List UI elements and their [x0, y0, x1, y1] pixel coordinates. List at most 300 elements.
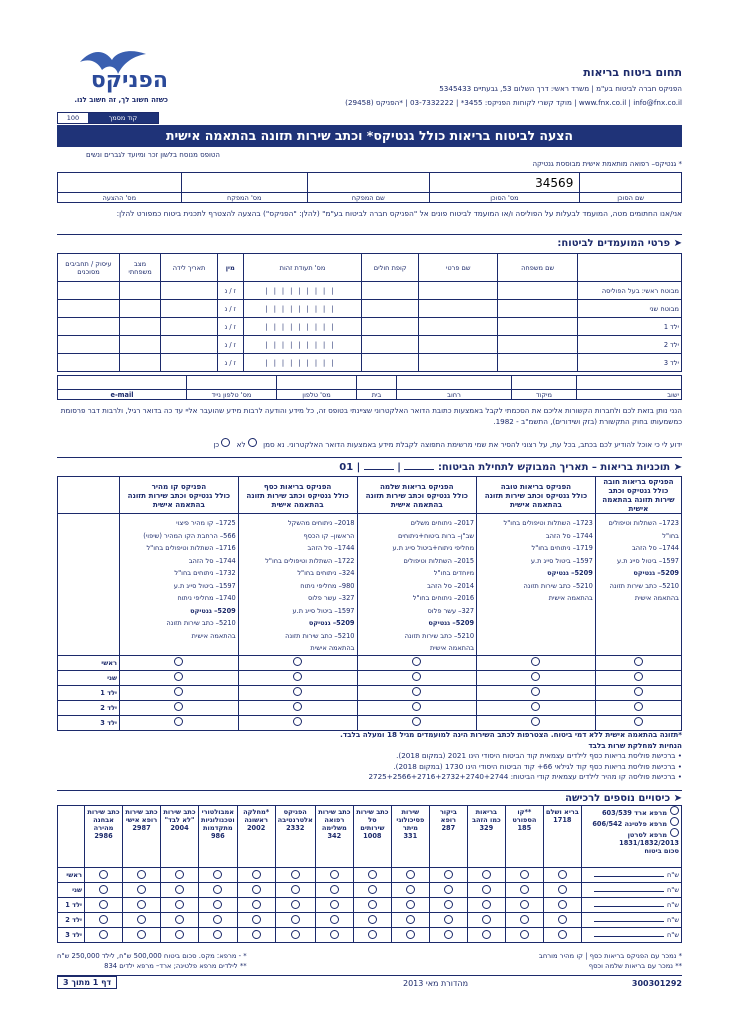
plan-radio[interactable] [634, 657, 643, 666]
coverage-radio[interactable] [558, 900, 567, 909]
plan-radio[interactable] [412, 687, 421, 696]
agent-number-label: מס' הסוכן [429, 193, 580, 203]
coverage-radio[interactable] [406, 930, 415, 939]
logo-slogan: כשזה חשוב לך, זה חשוב לנו. [74, 96, 168, 104]
col-gender: מין [217, 254, 243, 282]
coverage-radio[interactable] [252, 870, 261, 879]
no-checkbox[interactable] [248, 438, 257, 447]
plan-radio[interactable] [293, 657, 302, 666]
start-date-field[interactable] [364, 469, 394, 470]
coverage-radio[interactable] [291, 870, 300, 879]
coverage-row [58, 928, 682, 943]
coverage-radio[interactable] [252, 930, 261, 939]
coverage-column-header [429, 806, 467, 868]
coverage-select-cell [161, 868, 199, 883]
coverage-radio[interactable] [252, 900, 261, 909]
coverage-radio[interactable] [291, 915, 300, 924]
plan-radio[interactable] [634, 687, 643, 696]
insured-row-label: ילד 2 [577, 336, 681, 354]
plan-radio[interactable] [634, 702, 643, 711]
plans-section-rule [57, 457, 682, 458]
coverage-radio[interactable] [99, 930, 108, 939]
coverage-code: 329 [479, 824, 494, 832]
plans-note: הנחיות למחלקת שרות בלבד [588, 740, 682, 750]
plan-select-cell [238, 715, 357, 730]
plan-radio[interactable] [174, 717, 183, 726]
plan-radio[interactable] [531, 702, 540, 711]
coverage-radio[interactable] [330, 915, 339, 924]
inspector-name-label: שם המפקח [307, 193, 429, 203]
plan-header: הפניקס קו מהיר כולל גנטיקס וכתב שירות תזונה בהתאמה אישית [120, 477, 239, 514]
city-field[interactable] [577, 376, 682, 390]
plan-radio[interactable] [293, 702, 302, 711]
birth-date-field[interactable] [161, 354, 218, 372]
plan-select-cell [477, 685, 596, 700]
coverage-select-cell [505, 883, 543, 898]
coverage-radio[interactable] [558, 885, 567, 894]
occupation-field[interactable] [58, 354, 120, 372]
hmo-field[interactable] [362, 318, 419, 336]
coverage-select-cell [85, 898, 123, 913]
plan-radio[interactable] [293, 672, 302, 681]
coverage-select-cell [391, 868, 429, 883]
gender-field[interactable]: ז / נ [217, 318, 243, 336]
birth-date-field[interactable] [161, 282, 218, 300]
coverage-radio[interactable] [406, 915, 415, 924]
company-contact: www.fnx.co.il | info@fnx.co.il | מוקד קשרי לקוחות הפניקס: 3455* | 03-7332222 | *הפניקס (29458) [345, 98, 682, 107]
coverage-radio[interactable] [482, 915, 491, 924]
last-name-field[interactable] [498, 300, 577, 318]
hmo-field[interactable] [362, 300, 419, 318]
plan-radio[interactable] [293, 717, 302, 726]
coverage-radio[interactable] [330, 885, 339, 894]
coverage-select-cell [275, 898, 315, 913]
coverage-row [58, 883, 682, 898]
footnote: ** לילדים מרפא פלטינה; ארד– מרפא ילדים 834 [104, 962, 247, 970]
proposal-number-field[interactable] [58, 173, 182, 193]
coverage-radio[interactable] [368, 900, 377, 909]
coverage-radio[interactable] [213, 930, 222, 939]
additional-section-title-text: כיסויים נוספים לרכישה [565, 793, 671, 804]
plan-select-cell [357, 685, 477, 700]
plan-radio[interactable] [531, 672, 540, 681]
coverage-name: ביקור רופא [439, 808, 457, 824]
inspector-name-field[interactable] [307, 173, 429, 193]
coverage-select-cell [161, 898, 199, 913]
plan-radio[interactable] [412, 657, 421, 666]
coverage-radio[interactable] [291, 885, 300, 894]
coverage-code: 1718 [553, 816, 572, 824]
coverage-radio[interactable] [520, 885, 529, 894]
plan-select-cell [120, 670, 239, 685]
coverage-radio[interactable] [175, 870, 184, 879]
start-date-field[interactable] [404, 469, 434, 470]
coverage-radio[interactable] [482, 930, 491, 939]
yes-checkbox[interactable] [221, 438, 230, 447]
col-last-name: שם משפחה [498, 254, 577, 282]
coverage-name: כתב שירות "לא לבד" [163, 808, 196, 824]
coverage-column-header [161, 806, 199, 868]
coverage-select-cell [237, 913, 275, 928]
footnote: * - מרפא: מקס. סכום ביטוח 500,000 ש"ח, לילד 250,000 ש"ח [57, 952, 247, 960]
sum-insured-field[interactable]: ש"ח [581, 928, 681, 943]
marital-status-field[interactable] [119, 354, 160, 372]
coverage-radio[interactable] [444, 915, 453, 924]
coverage-row-label: ילד 2 [58, 913, 85, 928]
coverage-radio[interactable] [137, 930, 146, 939]
marital-status-field[interactable] [119, 282, 160, 300]
email-consent-text: הנני נותן בזאת לכם ולחברות הקשורות אליכם את הסכמתי לקבל באמצעות כתובת הדואר האלקטרוני שציינתי בטופס זה, כל מידע והודעה לרבות מידע שהועבר אליי עד כה בדואר רגיל, ולרבות דבר פרסומת כמשמעותו בחוק התקשורת (בזק ושידורים), התשמ"ב - 1982. [60, 406, 682, 426]
plans-row-header-blank [58, 514, 120, 656]
last-name-field[interactable] [498, 354, 577, 372]
coverage-radio[interactable] [99, 885, 108, 894]
coverage-radio[interactable] [520, 915, 529, 924]
coverage-radio[interactable] [368, 885, 377, 894]
id-number-field[interactable]: ||||||||| [243, 282, 362, 300]
coverage-radio[interactable] [175, 915, 184, 924]
coverage-radio[interactable] [291, 930, 300, 939]
coverage-column-header [467, 806, 505, 868]
plan-radio[interactable] [412, 717, 421, 726]
insured-row-label: ילד 1 [577, 318, 681, 336]
street-label: רחוב [397, 390, 512, 400]
coverage-column-header [391, 806, 429, 868]
plan-select-cell [238, 655, 357, 670]
email-consent-question: ידוע לי כי אוכל להודיע לכם בכתב, בכל עת, על רצוני להסיר את שמי מרשימת התפוצה לקבלת מידע באמצעות הדואר האלקטרוני. נא סמן [263, 440, 682, 449]
coverage-select-cell [199, 913, 238, 928]
plan-items: 1723– השתלות וטיפולים בחו"ל 1744– סל הזהב 1719– ניתוחים בחו"ל 1597– ביטול סייג ת.ע 5209– גנטיקס 5210– כתב שירות תזונה בהתאמה אישית [477, 514, 596, 656]
coverage-select-cell [353, 928, 391, 943]
coverage-code: 185 [517, 824, 532, 832]
coverage-select-cell [391, 883, 429, 898]
plan-select-cell [120, 685, 239, 700]
coverage-radio[interactable] [558, 930, 567, 939]
marital-status-field[interactable] [119, 318, 160, 336]
coverage-radio[interactable] [444, 900, 453, 909]
zip-label: מיקוד [512, 390, 577, 400]
plan-select-cell [357, 655, 477, 670]
coverage-radio[interactable] [482, 885, 491, 894]
coverage-select-cell [505, 898, 543, 913]
address-table [57, 375, 682, 400]
insured-row [58, 282, 682, 300]
coverage-radio[interactable] [406, 900, 415, 909]
coverage-select-cell [391, 898, 429, 913]
plan-radio[interactable] [293, 687, 302, 696]
agent-number-field[interactable] [429, 173, 580, 193]
inspector-number-label: מס' המפקח [181, 193, 307, 203]
coverage-radio[interactable] [137, 870, 146, 879]
coverage-select-cell [161, 928, 199, 943]
coverage-row-label: ילד 1 [58, 898, 85, 913]
first-name-field[interactable] [419, 354, 498, 372]
coverage-radio[interactable] [368, 930, 377, 939]
plan-select-cell [595, 655, 681, 670]
coverage-radio[interactable] [99, 870, 108, 879]
fund-option-radio[interactable] [670, 817, 679, 826]
insured-row [58, 300, 682, 318]
coverage-select-cell [543, 883, 581, 898]
gender-field[interactable]: ז / נ [217, 282, 243, 300]
occupation-field[interactable] [58, 318, 120, 336]
plans-row-label: ילד 2 [58, 700, 120, 715]
plan-select-cell [357, 670, 477, 685]
coverage-select-cell [315, 883, 353, 898]
mobile-field[interactable] [187, 376, 277, 390]
coverage-radio[interactable] [213, 870, 222, 879]
arrow-icon: ➤ [673, 793, 682, 804]
plan-radio[interactable] [174, 687, 183, 696]
coverage-radio[interactable] [558, 870, 567, 879]
plans-section-title-text: תוכניות בריאות – תאריך המבוקש לתחילת הביטוח: [437, 462, 671, 473]
footer-form-number: 300301292 [631, 979, 682, 988]
additional-table [57, 805, 682, 943]
coverage-radio[interactable] [213, 885, 222, 894]
coverage-radio[interactable] [406, 885, 415, 894]
coverage-radio[interactable] [368, 915, 377, 924]
sum-insured-field[interactable]: ש"ח [581, 868, 681, 883]
birth-date-field[interactable] [161, 318, 218, 336]
coverage-radio[interactable] [330, 870, 339, 879]
inspector-number-field[interactable] [181, 173, 307, 193]
coverage-select-cell [275, 913, 315, 928]
coverage-radio[interactable] [213, 900, 222, 909]
coverage-select-cell [543, 928, 581, 943]
coverage-select-cell [237, 898, 275, 913]
plan-select-cell [595, 700, 681, 715]
col-hmo: קופת חולים [362, 254, 419, 282]
plan-select-cell [477, 655, 596, 670]
coverage-row-label: ראשי [58, 868, 85, 883]
plan-radio[interactable] [531, 687, 540, 696]
plans-row-header [58, 477, 120, 514]
first-name-field[interactable] [419, 336, 498, 354]
gender-field[interactable]: ז / נ [217, 354, 243, 372]
id-number-field[interactable]: ||||||||| [243, 300, 362, 318]
coverage-radio[interactable] [213, 915, 222, 924]
coverage-column-header [85, 806, 123, 868]
coverage-select-cell [429, 868, 467, 883]
coverage-radio[interactable] [252, 915, 261, 924]
coverage-radio[interactable] [252, 885, 261, 894]
coverage-radio[interactable] [444, 930, 453, 939]
birth-date-field[interactable] [161, 300, 218, 318]
coverage-radio[interactable] [444, 885, 453, 894]
coverage-name: בריאות כמו הזהב [471, 808, 501, 824]
coverage-radio[interactable] [330, 930, 339, 939]
fund-option: סכום ביטוח [644, 847, 679, 855]
coverage-radio[interactable] [137, 915, 146, 924]
coverage-select-cell [161, 913, 199, 928]
plan-header: הפניקס בריאות שלמה כולל גנטיקס וכתב שירות תזונה בהתאמה אישית [357, 477, 477, 514]
plans-row-label: ראשי [58, 655, 120, 670]
id-number-field[interactable]: ||||||||| [243, 336, 362, 354]
coverage-radio[interactable] [520, 930, 529, 939]
occupation-field[interactable] [58, 282, 120, 300]
coverage-select-cell [315, 928, 353, 943]
page-title: הצעה לביטוח בריאות כולל גנטיקס* וכתב שירות תזונה בהתאמה אישית [57, 125, 682, 147]
coverage-radio[interactable] [175, 885, 184, 894]
insured-section-title [557, 238, 682, 249]
coverage-radio[interactable] [137, 900, 146, 909]
house-field[interactable] [357, 376, 397, 390]
footer-edition: מהדורת מאי 2013 [403, 979, 468, 988]
fund-option: מרפא ארד 603/539 [584, 806, 679, 817]
id-number-field[interactable]: ||||||||| [243, 354, 362, 372]
genetics-note: * גנטיקס– רפואה מותאמת אישית מבוססת גנטיקה [532, 160, 682, 168]
plan-radio[interactable] [634, 717, 643, 726]
coverage-select-cell [353, 898, 391, 913]
coverage-radio[interactable] [520, 900, 529, 909]
coverage-select-cell [237, 868, 275, 883]
coverage-select-cell [391, 913, 429, 928]
plan-radio[interactable] [634, 672, 643, 681]
plan-radio[interactable] [412, 672, 421, 681]
hmo-field[interactable] [362, 354, 419, 372]
arrow-icon: ➤ [673, 462, 682, 473]
last-name-field[interactable] [498, 318, 577, 336]
document-code-label: קוד מסמך [88, 113, 158, 123]
coverage-select-cell [85, 928, 123, 943]
sum-insured-field[interactable]: ש"ח [581, 883, 681, 898]
coverage-radio[interactable] [330, 900, 339, 909]
agent-table [57, 172, 682, 203]
plan-radio[interactable] [531, 657, 540, 666]
plan-select-cell [357, 700, 477, 715]
coverage-name: כתב שירות סל שירותים [356, 808, 389, 832]
gender-field[interactable]: ז / נ [217, 300, 243, 318]
coverage-column-header [123, 806, 161, 868]
coverage-select-cell [543, 913, 581, 928]
coverage-column-header [353, 806, 391, 868]
phone-field[interactable] [277, 376, 357, 390]
coverage-radio[interactable] [482, 900, 491, 909]
footer-rule [57, 975, 682, 976]
coverage-radio[interactable] [444, 870, 453, 879]
coverage-select-cell [275, 883, 315, 898]
coverage-select-cell [199, 928, 238, 943]
occupation-field[interactable] [58, 300, 120, 318]
marital-status-field[interactable] [119, 300, 160, 318]
coverage-row-label: שני [58, 883, 85, 898]
coverage-select-cell [237, 883, 275, 898]
plans-note: • ברכישת פוליסת בריאות כסף לילדים עצמאית קוד הביטוח היסודי הינו 2021 (במקום 2018). [396, 751, 682, 760]
first-name-field[interactable] [419, 300, 498, 318]
coverage-select-cell [161, 883, 199, 898]
coverage-select-cell [543, 898, 581, 913]
plan-items: 2017– ניתוחים משלים שב"ן– ברות ביטוח+ניתוחים מחליפי ניתוח+ביטול סייג ת.ע 2015– השתלות וטיפולים מיוחדים בחו"ל 2014– סל הזהב 2016– ניתוחים בחו"ל 327– עשר פלוס 5209– גנטיקס 5210– כתב שירות תזונה בהתאמה אישית [357, 514, 477, 656]
plan-radio[interactable] [174, 672, 183, 681]
street-field[interactable] [397, 376, 512, 390]
first-name-field[interactable] [419, 318, 498, 336]
coverage-radio[interactable] [99, 900, 108, 909]
coverage-select-cell [123, 868, 161, 883]
coverage-radio[interactable] [368, 870, 377, 879]
col-marital-status: מצב משפחתי [119, 254, 160, 282]
coverage-select-cell [353, 913, 391, 928]
plan-select-cell [120, 655, 239, 670]
plan-radio[interactable] [174, 702, 183, 711]
plans-note: *תזונה בהתאמה אישית ללא דמי ביטוח. הצטרפות לכתב השירות הינה למועמדים מגיל 18 ומעלה בלבד. [340, 730, 682, 739]
company-header [262, 66, 682, 107]
company-address: הפניקס חברה לביטוח בע"מ | משרד ראשי: דרך השלום 53, גבעתיים 5345433 [439, 84, 682, 93]
coverage-select-cell [315, 898, 353, 913]
footnote: * נמכר עם הפניקס בריאות כסף | קו מהיר מורחב [538, 952, 682, 960]
coverage-code: 2332 [286, 824, 305, 832]
agent-name-field[interactable] [580, 173, 682, 193]
zip-field[interactable] [512, 376, 577, 390]
coverage-row [58, 898, 682, 913]
col-birth-date: תאריך לידה [161, 254, 218, 282]
col-first-name: שם פרטי [419, 254, 498, 282]
page-subtitle: הטופס מנוסח בלשון זכר ומיועד לגברים ונשים [85, 151, 220, 159]
last-name-field[interactable] [498, 336, 577, 354]
coverage-select-cell [85, 868, 123, 883]
coverage-select-cell [505, 868, 543, 883]
coverage-radio[interactable] [175, 930, 184, 939]
consent-intro: אני/אנו החתומים מטה, המועמד לבעלות על הפוליסה ו/או המועמד לביטוח פונים אל "הפניקס חברה לביטוח בע"מ" (להלן: "הפניקס") בהצעה להצטרף לתכנית ביטוח כמפורט להלן: [116, 209, 682, 218]
fund-option: מרפא פלטינה 606/542 [584, 817, 679, 828]
hmo-field[interactable] [362, 336, 419, 354]
last-name-field[interactable] [498, 282, 577, 300]
coverage-radio[interactable] [482, 870, 491, 879]
gender-field[interactable]: ז / נ [217, 336, 243, 354]
coverage-select-cell [199, 868, 238, 883]
coverage-radio[interactable] [520, 870, 529, 879]
coverage-code: 2986 [94, 832, 113, 840]
coverage-select-cell [237, 928, 275, 943]
id-number-field[interactable]: ||||||||| [243, 318, 362, 336]
hmo-field[interactable] [362, 282, 419, 300]
email-field[interactable] [58, 376, 187, 390]
coverage-code: 331 [403, 832, 418, 840]
additional-row-header [58, 806, 85, 868]
fund-option-radio[interactable] [670, 806, 679, 815]
plan-select-cell [120, 715, 239, 730]
fund-option: מרפא לסרטן 1831/1832/2013 [584, 828, 679, 847]
plan-radio[interactable] [174, 657, 183, 666]
coverage-radio[interactable] [558, 915, 567, 924]
coverage-radio[interactable] [175, 900, 184, 909]
proposal-number-label: מס' ההצעה [58, 193, 182, 203]
insured-section-title-text: פרטי המועמדים לביטוח: [557, 238, 671, 249]
plans-row-label: שני [58, 670, 120, 685]
coverage-select-cell [353, 868, 391, 883]
sum-insured-field[interactable]: ש"ח [581, 913, 681, 928]
coverage-radio[interactable] [406, 870, 415, 879]
plan-radio[interactable] [531, 717, 540, 726]
coverage-column-header [543, 806, 581, 868]
plan-items: 2018– ניתוחים מהשקל הראשון– קו הכסף 1744– סל הזהב 1722– השתלות וטיפולים בחו"ל 324– ניתוחים בחו"ל 980– מחליפי ניתוח 327– עשר פלוס 1597– ביטול סייג ת.ע 5209– גנטיקס 5210– כתב שירות תזונה בהתאמה אישית [238, 514, 357, 656]
birth-date-field[interactable] [161, 336, 218, 354]
sum-insured-field[interactable]: ש"ח [581, 898, 681, 913]
marital-status-field[interactable] [119, 336, 160, 354]
plan-select-cell [238, 700, 357, 715]
coverage-select-cell [391, 928, 429, 943]
plan-radio[interactable] [412, 702, 421, 711]
occupation-field[interactable] [58, 336, 120, 354]
coverage-radio[interactable] [137, 885, 146, 894]
coverage-radio[interactable] [291, 900, 300, 909]
fund-option-radio[interactable] [670, 828, 679, 837]
coverage-radio[interactable] [99, 915, 108, 924]
coverage-select-cell [467, 883, 505, 898]
first-name-field[interactable] [419, 282, 498, 300]
coverage-select-cell [275, 928, 315, 943]
no-label: לא [236, 440, 246, 449]
coverage-select-cell [353, 883, 391, 898]
coverage-select-cell [315, 913, 353, 928]
